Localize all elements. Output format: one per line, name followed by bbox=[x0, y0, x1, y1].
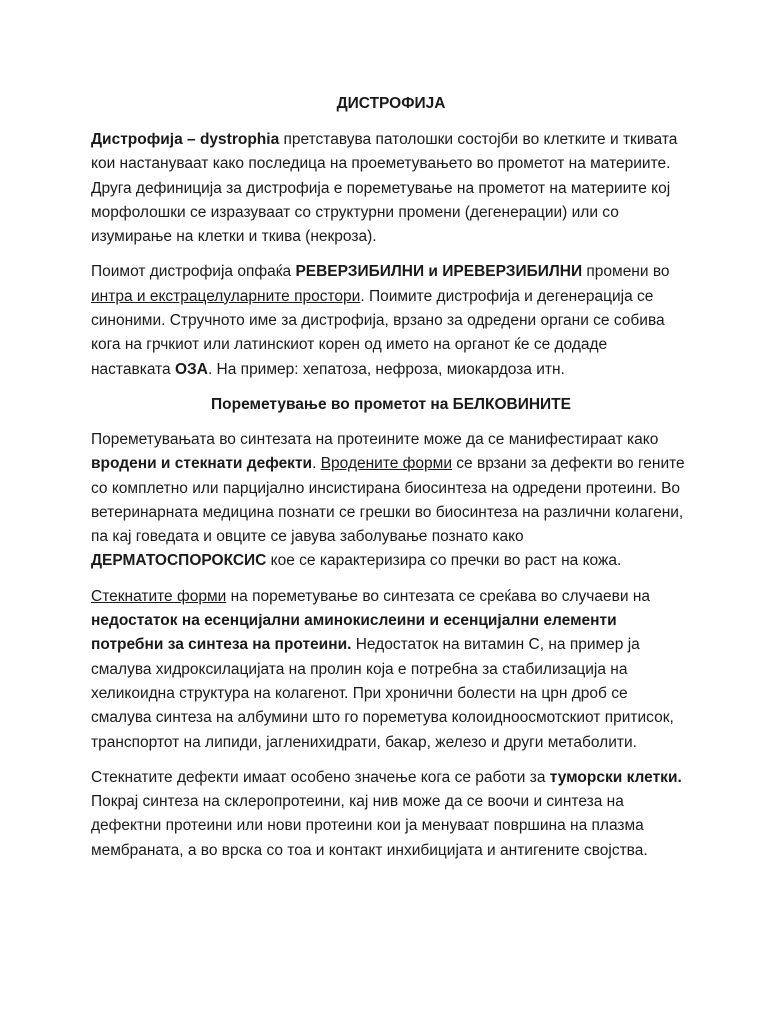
text-span: промени во bbox=[582, 263, 670, 281]
paragraph-tumor-cells bbox=[91, 766, 691, 863]
bold-oza-suffix: ОЗА bbox=[174, 360, 208, 378]
underlined-acquired-forms: Стекнатите форми bbox=[91, 587, 227, 605]
text-span: Поимот дистрофија опфаќа bbox=[91, 263, 296, 281]
text-span: Пореметувањата во синтезата на протеините може да се манифестираат како bbox=[91, 430, 659, 448]
text-span: на пореметување во синтезата се среќава во случаеви на bbox=[226, 587, 650, 605]
bold-congenital-acquired: вродени и стекнати дефекти bbox=[91, 455, 313, 473]
underlined-congenital-forms: Вродените форми bbox=[320, 455, 452, 473]
text-span: кое се карактеризира со пречки во раст на кожа. bbox=[266, 552, 622, 570]
paragraph-definition bbox=[91, 128, 691, 249]
paragraph-protein-synthesis bbox=[91, 428, 691, 574]
text-span: . На пример: хепатоза, нефроза, миокардоза итн. bbox=[207, 360, 565, 378]
underlined-intra-extracellular: интра и екстрацелуларните простори bbox=[91, 287, 361, 305]
bold-reversible-irreversible: РЕВЕРЗИБИЛНИ и ИРЕВЕРЗИБИЛНИ bbox=[295, 263, 583, 281]
paragraph-acquired-forms bbox=[91, 585, 691, 755]
document-page bbox=[91, 92, 691, 874]
text-span: . bbox=[312, 455, 321, 473]
bold-dermatosporaxis: ДЕРМАТОСПОРОКСИС bbox=[91, 552, 267, 570]
text-span: . Поимите дистрофија и дегенерација се синоними. Стручното име за дистрофија, врзано за одредени органи се собива кога на грчкиот или латинскиот корен од името на органот ќе се додаде наставката bbox=[91, 287, 665, 378]
bold-essential-deficiency: недостаток на есенцијални аминокислеини и есенцијални елементи потребни за синтеза на протеини. bbox=[91, 612, 617, 654]
term-dystrophia: Дистрофија – dystrophia bbox=[91, 131, 280, 148]
section-title: Пореметување во прометот на БЕЛКОВИНИТЕ bbox=[211, 395, 571, 413]
paragraph-concept bbox=[91, 260, 691, 381]
definition-text: претставува патолошки состојби во клетките и ткивата кои настануваат како последица на проеметувањето во прометот на материите. Друга дефиниција за дистрофија е пореметување на прометот на материите кој морфолошки се изразуваат со структурни промени (дегенерации) или со изумирање на клетки и ткива (некроза). bbox=[91, 131, 678, 246]
text-span: се врзани за дефекти во гените со комплетно или парцијално инсистирана биосинтеза на одредени протеини. Во ветеринарната медицина познати се грешки во биосинтеза на различни колагени, па кај говедата и овците се јавува заболување познато како bbox=[91, 455, 685, 546]
text-span: Недостаток на витамин C, на пример ја смалува хидроксилацијата на пролин која е потребна за стабилизација на хеликоидна структура на колагенот. При хронични болести на црн дроб се смалува синтеза на албумини што го пореметува колоидноосмотскиот притисок, транспортот на липиди, јагленихидрати, бакар, железо и други метаболити. bbox=[91, 636, 674, 751]
document-title: ДИСТРОФИЈА bbox=[336, 95, 446, 112]
text-span: Стекнатите дефекти имаат особено значење кога се работи за bbox=[91, 768, 550, 786]
text-span: Покрај синтеза на склеропротеини, кај нив може да се воочи и синтеза на дефектни протеини или нови протеини кои ја менуваат површина на плазма мембраната, а во врска со тоа и контакт инхибицијата и антигените својства. bbox=[91, 793, 648, 859]
bold-tumor-cells: туморски клетки. bbox=[549, 768, 682, 786]
